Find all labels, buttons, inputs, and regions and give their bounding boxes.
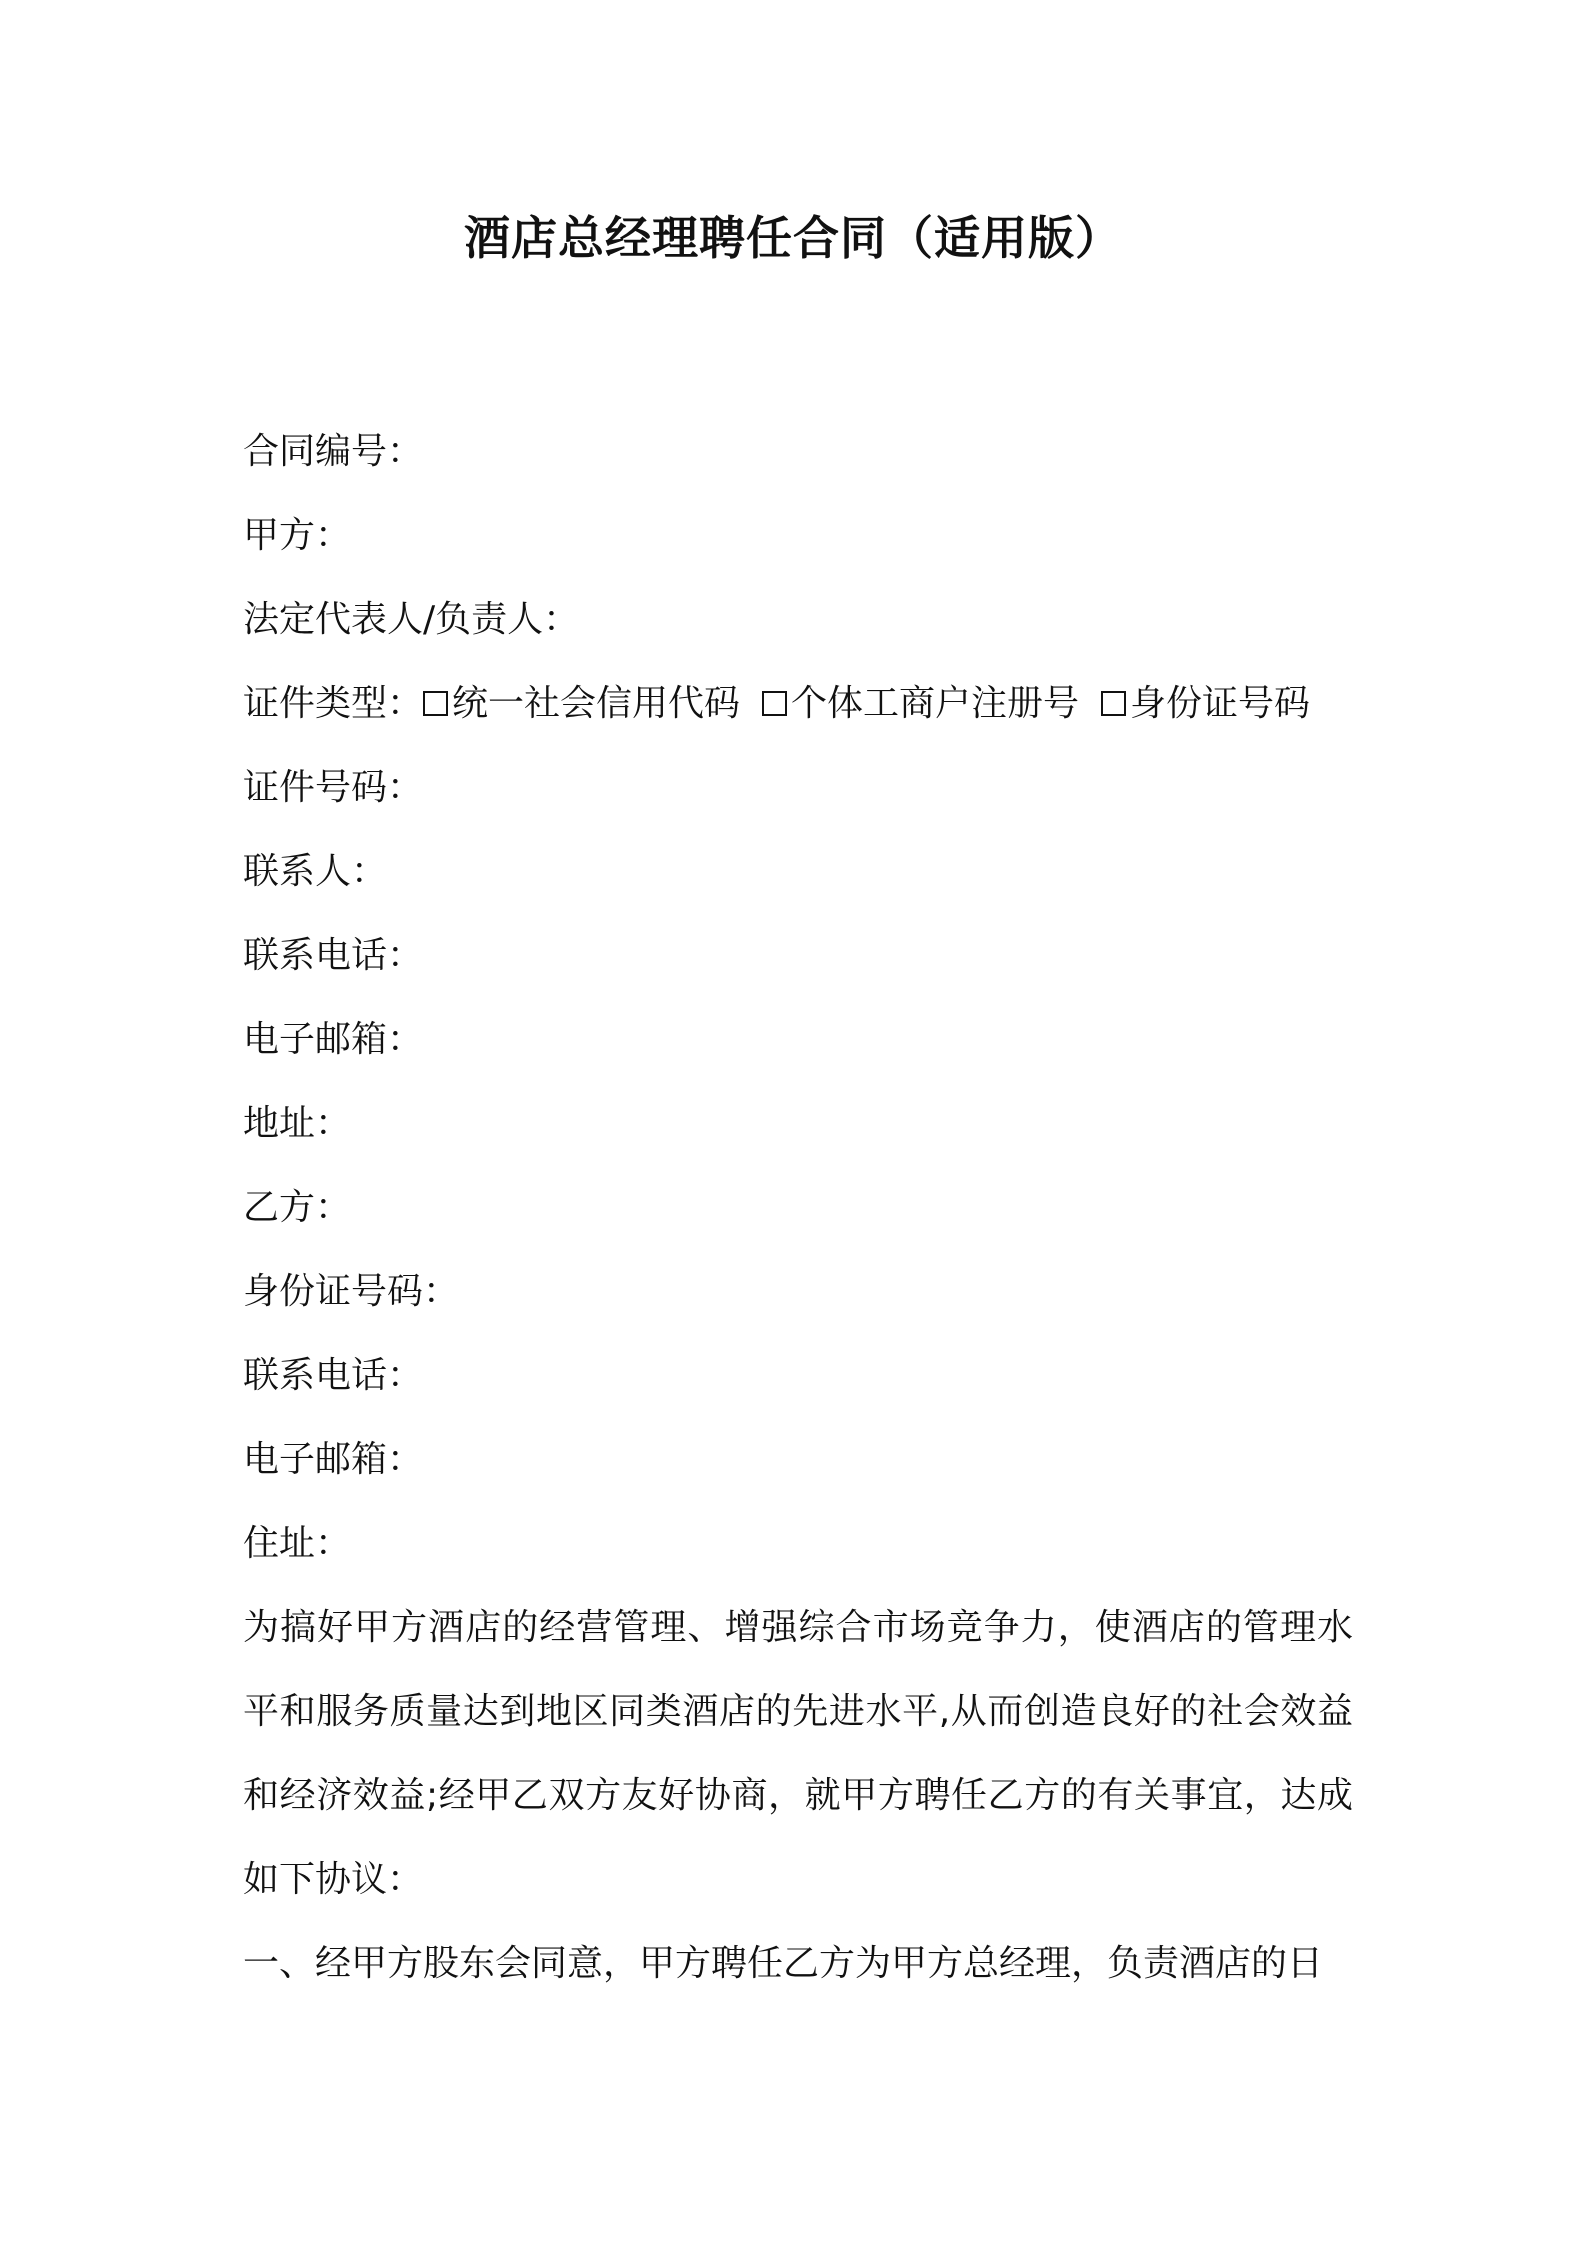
document-body [243,410,1353,2006]
preamble-paragraph: 为搞好甲方酒店的经营管理、增强综合市场竞争力，使酒店的管理水平和服务质量达到地区同类酒店的先进水平,从而创造良好的社会效益和经济效益;经甲乙双方友好协商，就甲方聘任乙方的有关事宜，达成如下协议： [243,1607,1353,1900]
checkbox-icon [1101,691,1126,716]
clause-1-paragraph: 一、经甲方股东会同意，甲方聘任乙方为甲方总经理，负责酒店的日 [243,1943,1324,1984]
cert-option-credit-code [423,662,740,746]
cert-option-business-reg [762,662,1079,746]
party-a-email-field: 电子邮箱： [243,1019,424,1060]
party-b-phone-field: 联系电话： [243,1355,424,1396]
party-b-field: 乙方： [243,1187,352,1228]
cert-option-label: 个体工商户注册号 [791,683,1080,724]
cert-option-id-card [1101,662,1310,746]
party-a-field: 甲方： [243,515,352,556]
party-b-email-field: 电子邮箱： [243,1439,424,1480]
checkbox-icon [762,691,787,716]
certificate-number-field: 证件号码： [243,767,424,808]
cert-option-label: 身份证号码 [1130,683,1311,724]
party-b-id-number-field: 身份证号码： [243,1271,460,1312]
contact-person-field: 联系人： [243,851,388,892]
party-a-phone-field: 联系电话： [243,935,424,976]
contract-number-field: 合同编号： [243,431,424,472]
party-a-address-field: 地址： [243,1103,352,1144]
checkbox-icon [423,691,448,716]
document-title: 酒店总经理聘任合同（适用版） [464,211,1122,265]
legal-representative-field: 法定代表人/负责人： [243,599,580,640]
certificate-type-label: 证件类型： [243,683,424,724]
cert-option-label: 统一社会信用代码 [452,683,741,724]
certificate-type-field [243,662,1353,746]
party-b-residence-field: 住址： [243,1523,352,1564]
